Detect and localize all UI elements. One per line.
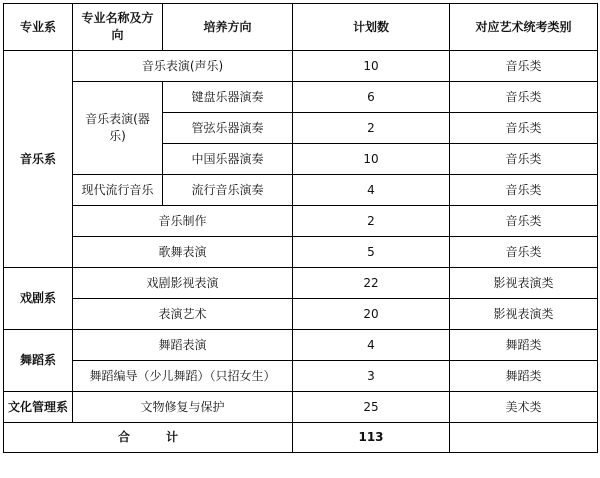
direction-cell: 中国乐器演奏 — [163, 144, 293, 175]
table-row — [4, 361, 598, 392]
plan-cell: 3 — [293, 361, 450, 392]
plan-cell: 2 — [293, 113, 450, 144]
plan-cell: 4 — [293, 330, 450, 361]
header-plan: 计划数 — [293, 4, 450, 51]
table-row — [4, 392, 598, 423]
plan-cell: 20 — [293, 299, 450, 330]
category-cell: 舞蹈类 — [450, 330, 598, 361]
major-cell: 现代流行音乐 — [73, 175, 163, 206]
category-cell: 音乐类 — [450, 206, 598, 237]
category-cell: 音乐类 — [450, 175, 598, 206]
category-cell: 音乐类 — [450, 144, 598, 175]
major-cell: 戏剧影视表演 — [73, 268, 293, 299]
major-cell: 音乐表演(器乐) — [73, 82, 163, 175]
total-label: 合 计 — [4, 423, 293, 453]
major-cell: 音乐制作 — [73, 206, 293, 237]
category-cell: 影视表演类 — [450, 268, 598, 299]
major-cell: 文物修复与保护 — [73, 392, 293, 423]
direction-cell: 管弦乐器演奏 — [163, 113, 293, 144]
major-cell: 舞蹈编导（少儿舞蹈）（只招女生） — [73, 361, 293, 392]
header-row — [4, 4, 598, 51]
table-row — [4, 268, 598, 299]
dept-music: 音乐系 — [4, 51, 73, 268]
total-row — [4, 423, 598, 453]
enrollment-plan-table — [3, 3, 598, 453]
table-row — [4, 51, 598, 82]
category-cell: 舞蹈类 — [450, 361, 598, 392]
dept-drama: 戏剧系 — [4, 268, 73, 330]
header-dept: 专业系 — [4, 4, 73, 51]
plan-cell: 5 — [293, 237, 450, 268]
category-cell: 美术类 — [450, 392, 598, 423]
plan-cell: 2 — [293, 206, 450, 237]
header-category: 对应艺术统考类别 — [450, 4, 598, 51]
enrollment-plan-table-wrapper — [3, 3, 598, 453]
table-row — [4, 299, 598, 330]
table-row — [4, 82, 598, 113]
plan-cell: 22 — [293, 268, 450, 299]
plan-cell: 6 — [293, 82, 450, 113]
plan-cell: 25 — [293, 392, 450, 423]
major-cell: 歌舞表演 — [73, 237, 293, 268]
direction-cell: 键盘乐器演奏 — [163, 82, 293, 113]
table-row — [4, 206, 598, 237]
category-cell: 音乐类 — [450, 51, 598, 82]
major-cell: 舞蹈表演 — [73, 330, 293, 361]
total-category-empty — [450, 423, 598, 453]
plan-cell: 10 — [293, 51, 450, 82]
category-cell: 影视表演类 — [450, 299, 598, 330]
direction-cell: 流行音乐演奏 — [163, 175, 293, 206]
table-row — [4, 330, 598, 361]
header-direction: 培养方向 — [163, 4, 293, 51]
table-row — [4, 237, 598, 268]
category-cell: 音乐类 — [450, 113, 598, 144]
dept-dance: 舞蹈系 — [4, 330, 73, 392]
dept-culture: 文化管理系 — [4, 392, 73, 423]
plan-cell: 10 — [293, 144, 450, 175]
plan-cell: 4 — [293, 175, 450, 206]
major-cell: 表演艺术 — [73, 299, 293, 330]
category-cell: 音乐类 — [450, 82, 598, 113]
table-row — [4, 175, 598, 206]
header-major: 专业名称及方向 — [73, 4, 163, 51]
category-cell: 音乐类 — [450, 237, 598, 268]
total-plan: 113 — [293, 423, 450, 453]
major-cell: 音乐表演(声乐) — [73, 51, 293, 82]
